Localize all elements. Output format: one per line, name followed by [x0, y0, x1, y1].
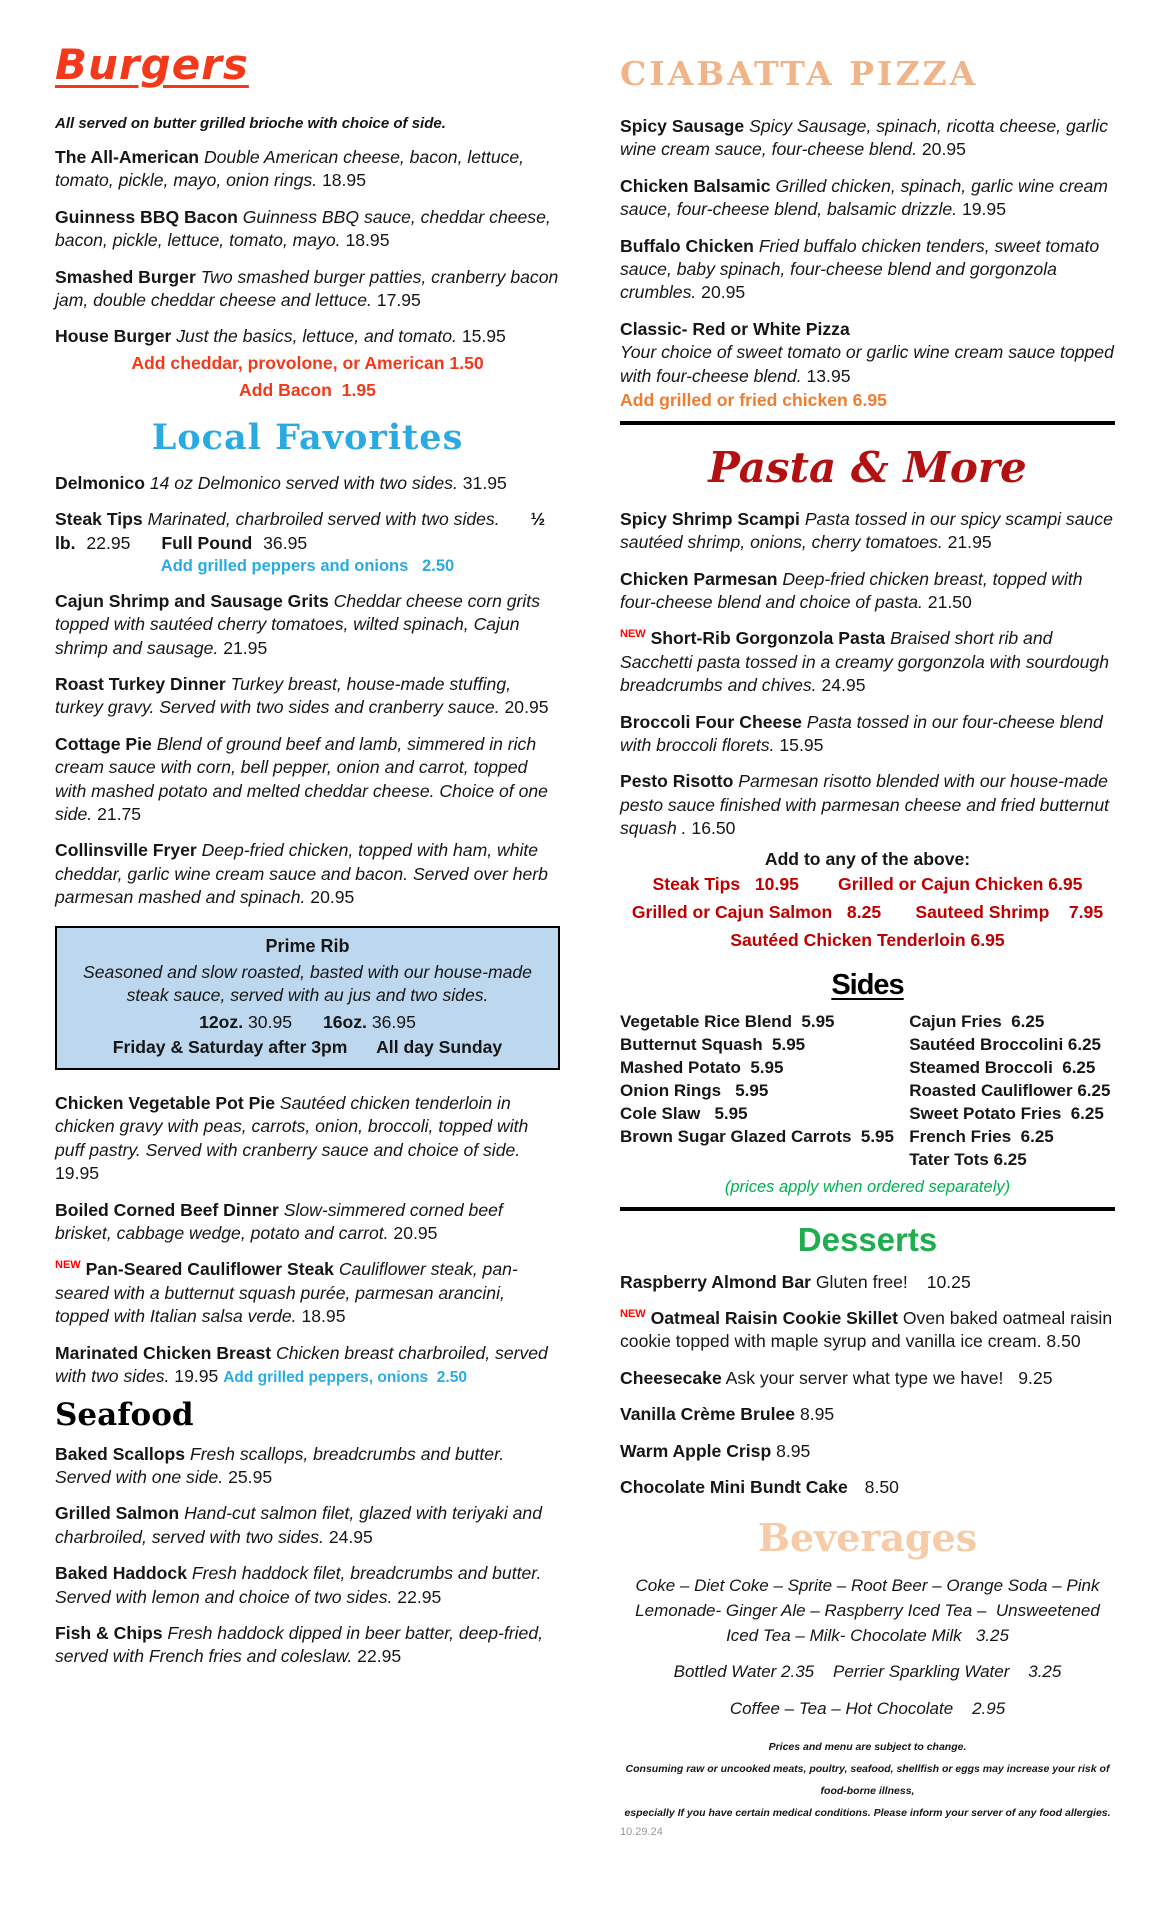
item-name: Fish & Chips [55, 1622, 163, 1643]
side-item: Steamed Broccoli 6.25 [909, 1057, 1096, 1077]
item-desc: Double American cheese, bacon, lettuce, tomato, pickle, mayo, onion rings. [55, 147, 525, 191]
item-desc: Ask your server what type we have! [725, 1367, 1004, 1388]
item-name: Classic- Red or White Pizza [620, 318, 850, 339]
item-name: Broccoli Four Cheese [620, 711, 802, 732]
section-title-sides [620, 969, 1115, 1002]
item-price: 9.25 [1018, 1367, 1053, 1388]
side-item: Brown Sugar Glazed Carrots 5.95 [620, 1126, 894, 1146]
item-name: Guinness BBQ Bacon [55, 206, 238, 227]
menu-item [620, 1440, 1115, 1463]
menu-item [55, 1199, 560, 1246]
menu-item [55, 590, 560, 660]
item-desc: Spicy Sausage, spinach, ricotta cheese, garlic wine cream sauce, four-cheese blend. [620, 116, 1109, 160]
divider [620, 1207, 1115, 1211]
item-price: 24.95 [821, 675, 866, 696]
item-name: House Burger [55, 326, 172, 347]
item-name: Spicy Sausage [620, 116, 745, 136]
item-desc: Grilled chicken, spinach, garlic wine cream sauce, four-cheese blend, balsamic drizzle. [620, 175, 1108, 220]
item-price: 19.95 [174, 1366, 219, 1386]
item-name: Warm Apple Crisp [620, 1440, 772, 1461]
item-desc: Fried buffalo chicken tenders, sweet tomato sauce, baby spinach, four-cheese blend and gorgonzola crumbles. [620, 235, 1100, 303]
prime-rib-sizes [69, 1012, 546, 1033]
menu-item [55, 673, 560, 720]
item-price: 18.95 [321, 170, 366, 191]
new-badge: NEW [55, 1259, 81, 1272]
item-desc: 14 oz Delmonico served with two sides. [149, 472, 458, 493]
item-price: 19.95 [961, 199, 1006, 220]
sides-list [620, 1012, 1115, 1170]
item-name: Smashed Burger [55, 266, 196, 287]
menu-item [55, 1622, 560, 1669]
item-name: Vanilla Crème Brulee [620, 1404, 796, 1425]
menu-item [620, 711, 1115, 758]
menu-item-new [620, 627, 1115, 697]
item-price: 20.95 [921, 139, 966, 160]
section-title-burgers: Burgers [55, 40, 249, 89]
pasta-add-line: Sautéed Chicken Tenderloin 6.95 [730, 929, 1005, 950]
item-desc: Braised short rib and Sacchetti pasta tossed in a creamy gorgonzola with sourdough breadcrumbs and chives. [620, 628, 1109, 696]
item-price: 21.95 [223, 637, 268, 658]
item-price: 19.95 [55, 1163, 100, 1184]
side-item: Sweet Potato Fries 6.25 [909, 1103, 1104, 1123]
sides-title-text: Sides [831, 968, 904, 1001]
menu-item [620, 1476, 1115, 1499]
item-name: Roast Turkey Dinner [55, 674, 226, 695]
menu-item [620, 568, 1115, 615]
menu-item [620, 1403, 1115, 1426]
item-desc: Fresh haddock dipped in beer batter, deep-fried, served with French fries and coleslaw. [55, 1622, 543, 1667]
section-title-ciabatta-pizza: CIABATTA PIZZA [620, 54, 979, 93]
item-desc: Fresh haddock filet, breadcrumbs and butter. Served with lemon and choice of two sides. [55, 1563, 542, 1607]
item-price: 13.95 [806, 365, 851, 386]
menu-item [55, 472, 560, 495]
size-price: 36.95 [263, 532, 308, 553]
menu-item [55, 1092, 560, 1186]
section-title-seafood: Seafood [55, 1396, 194, 1433]
item-desc: Hand-cut salmon filet, glazed with teriyaki and charbroiled, served with two sides. [55, 1503, 542, 1547]
size-price: 30.95 [248, 1012, 293, 1033]
item-name: Cottage Pie [55, 733, 152, 754]
footer-line: Prices and menu are subject to change. [768, 1740, 967, 1753]
prime-rib-title: Prime Rib [265, 935, 350, 956]
item-desc: Just the basics, lettuce, and tomato. [176, 326, 457, 347]
item-name: Pan-Seared Cauliflower Steak [85, 1259, 334, 1280]
prime-rib-desc: Seasoned and slow roasted, basted with our house-made steak sauce, served with au jus and two sides. [83, 961, 532, 1006]
item-price: 22.95 [357, 1646, 402, 1667]
menu-item [55, 839, 560, 909]
divider [620, 421, 1115, 425]
menu-date: 10.29.24 [620, 1825, 663, 1838]
side-item: Cajun Fries 6.25 [909, 1011, 1045, 1031]
beverage-line: Coffee – Tea – Hot Chocolate 2.95 [729, 1698, 1006, 1718]
item-desc: Blend of ground beef and lamb, simmered in rich cream sauce with corn, bell pepper, onion and carrot, topped with mashed potato and melted cheddar cheese. Choice of one side. [55, 733, 548, 825]
new-badge: NEW [620, 1308, 646, 1321]
item-desc: Oven baked oatmeal raisin cookie topped with maple syrup and vanilla ice cream. [620, 1307, 1113, 1352]
item-price: 8.50 [864, 1476, 899, 1497]
item-name: Collinsville Fryer [55, 840, 197, 861]
menu-item [620, 1271, 1115, 1294]
item-name: Cheesecake [620, 1367, 722, 1388]
item-desc: Pasta tossed in our four-cheese blend with broccoli florets. [620, 711, 1103, 756]
menu-item [620, 1367, 1115, 1390]
side-item: Butternut Squash 5.95 [620, 1034, 806, 1054]
section-title-local-favorites: Local Favorites [151, 416, 464, 458]
item-price: 21.50 [927, 592, 972, 613]
pizza-addon: Add grilled or fried chicken 6.95 [620, 389, 887, 410]
item-name: Chicken Vegetable Pot Pie [55, 1093, 275, 1114]
item-name: Chicken Balsamic [620, 175, 771, 196]
section-title-pasta-more: Pasta & More [708, 442, 1027, 492]
item-name: Spicy Shrimp Scampi [620, 508, 800, 529]
item-name: Chicken Parmesan [620, 568, 778, 589]
item-price: 20.95 [504, 697, 549, 718]
size-label: ½ lb. [55, 509, 546, 553]
item-price: 18.95 [345, 230, 390, 251]
item-price: 21.95 [947, 532, 992, 553]
item-desc: Deep-fried chicken breast, topped with four-cheese blend and choice of pasta. [620, 568, 1083, 613]
item-price: 8.95 [776, 1440, 811, 1461]
item-desc: Your choice of sweet tomato or garlic wine cream sauce topped with four-cheese blend. [620, 342, 1114, 386]
side-item: French Fries 6.25 [909, 1126, 1054, 1146]
item-name: Marinated Chicken Breast [55, 1342, 272, 1363]
item-name: Steak Tips [55, 509, 143, 530]
item-desc: Deep-fried chicken, topped with ham, white cheddar, garlic wine cream sauce and bacon. Served over herb parmesan mashed and spinach. [55, 840, 548, 908]
size-price: 36.95 [371, 1012, 416, 1033]
new-badge: NEW [620, 628, 646, 641]
section-title-desserts: Desserts [797, 1220, 938, 1258]
beverage-line: Coke – Diet Coke – Sprite – Root Beer – Orange Soda – Pink Lemonade- Ginger Ale – Raspberry Iced Tea – Unsweetened Iced Tea – Milk- Chocolate Milk 3.25 [635, 1576, 1105, 1645]
menu-item-steak-tips [55, 508, 560, 555]
item-price: 31.95 [462, 472, 507, 493]
item-name: Cajun Shrimp and Sausage Grits [55, 590, 329, 611]
menu-item-new [55, 1258, 560, 1328]
item-name: Baked Haddock [55, 1563, 187, 1584]
size-label: 12oz. [199, 1012, 244, 1033]
footer-disclaimer [620, 1736, 1115, 1824]
chicken-breast-addon: Add grilled peppers, onions 2.50 [223, 1369, 467, 1386]
right-column [620, 40, 1115, 1838]
item-price: 15.95 [779, 735, 824, 756]
pasta-add-header: Add to any of the above: [764, 848, 971, 869]
item-desc: Parmesan risotto blended with our house-made pesto sauce finished with parmesan cheese and fried butternut squash . [620, 771, 1110, 839]
burgers-addon-bacon: Add Bacon 1.95 [239, 379, 376, 400]
item-desc: Two smashed burger patties, cranberry bacon jam, double cheddar cheese and lettuce. [55, 266, 559, 310]
item-price: 8.50 [1046, 1331, 1081, 1352]
item-name: Pesto Risotto [620, 771, 734, 792]
item-desc: Guinness BBQ sauce, cheddar cheese, bacon, pickle, lettuce, tomato, mayo. [55, 206, 551, 251]
side-item: Sautéed Broccolini 6.25 [909, 1034, 1101, 1054]
item-desc: Marinated, charbroiled served with two sides. [147, 509, 500, 530]
beverage-line: Bottled Water 2.35 Perrier Sparkling Water 3.25 [673, 1662, 1062, 1682]
item-name: Chocolate Mini Bundt Cake [620, 1476, 848, 1497]
side-item: Onion Rings 5.95 [620, 1080, 769, 1100]
item-desc: Gluten free! [815, 1271, 908, 1292]
side-item: Vegetable Rice Blend 5.95 [620, 1011, 835, 1031]
menu-item [55, 1443, 560, 1490]
steak-tips-addon: Add grilled peppers and onions 2.50 [160, 556, 455, 575]
item-desc: Chicken breast charbroiled, served with two sides. [55, 1342, 548, 1386]
size-label: 16oz. [322, 1012, 367, 1033]
item-name: Boiled Corned Beef Dinner [55, 1199, 279, 1220]
item-price: 25.95 [228, 1467, 273, 1487]
sides-note: (prices apply when ordered separately) [724, 1177, 1011, 1196]
item-desc: Slow-simmered corned beef brisket, cabbage wedge, potato and carrot. [55, 1199, 503, 1244]
menu-item [55, 733, 560, 827]
item-name: The All-American [55, 147, 200, 167]
item-desc: Sautéed chicken tenderloin in chicken gravy with peas, carrots, onion, broccoli, topped with puff pastry. Served with cranberry sauce and choice of side. [55, 1093, 529, 1160]
menu-item [55, 266, 560, 313]
menu-item [55, 146, 560, 193]
menu-item [55, 206, 560, 253]
item-price: 8.95 [799, 1404, 835, 1425]
footer-line: Consuming raw or uncooked meats, poultry, seafood, shellfish or eggs may increase your risk of food-borne illness, [625, 1762, 1110, 1797]
item-desc: Cheddar cheese corn grits topped with sautéed cherry tomatoes, wilted spinach, Cajun shrimp and sausage. [55, 590, 540, 658]
menu-item [620, 175, 1115, 222]
menu-item [620, 235, 1115, 305]
menu-item [55, 1342, 560, 1389]
left-column [55, 40, 560, 1838]
menu-item [55, 325, 560, 348]
item-name: Oatmeal Raisin Cookie Skillet [650, 1307, 898, 1328]
item-price: 10.25 [926, 1271, 971, 1292]
item-desc: Pasta tossed in our spicy scampi sauce sautéed shrimp, onions, cherry tomatoes. [620, 508, 1113, 553]
item-price: 16.50 [691, 818, 736, 839]
pasta-add-line: Grilled or Cajun Salmon 8.25 Sauteed Shrimp 7.95 [631, 901, 1104, 922]
menu-item [55, 1562, 560, 1609]
item-price: 18.95 [301, 1306, 346, 1327]
item-name: Raspberry Almond Bar [620, 1271, 811, 1292]
prime-rib-box [55, 926, 560, 1071]
item-price: 17.95 [376, 289, 421, 310]
item-name: Baked Scallops [55, 1443, 186, 1464]
item-name: Short-Rib Gorgonzola Pasta [650, 628, 886, 649]
item-price: 20.95 [310, 887, 355, 908]
side-item: Tater Tots 6.25 [909, 1149, 1027, 1169]
menu-item [55, 1502, 560, 1549]
item-price: 21.75 [97, 804, 142, 825]
item-price: 20.95 [393, 1223, 438, 1244]
menu-item-classic-pizza [620, 318, 1115, 388]
menu-item [620, 770, 1115, 840]
item-desc: Fresh scallops, breadcrumbs and butter. Served with one side. [55, 1443, 505, 1487]
section-title-beverages: Beverages [757, 1515, 978, 1561]
item-name: Grilled Salmon [55, 1503, 180, 1524]
item-price: 22.95 [397, 1586, 442, 1607]
size-price: 22.95 [86, 532, 131, 553]
menu-item [620, 115, 1115, 162]
size-label: Full Pound [161, 532, 253, 553]
side-item: Mashed Potato 5.95 [620, 1057, 784, 1077]
burgers-addon-cheese: Add cheddar, provolone, or American 1.50 [131, 352, 484, 373]
item-price: 15.95 [461, 326, 506, 347]
item-desc: Turkey breast, house-made stuffing, turkey gravy. Served with two sides and cranberry sauce. [55, 674, 511, 718]
side-item: Roasted Cauliflower 6.25 [909, 1080, 1111, 1100]
menu-item [620, 508, 1115, 555]
item-name: Delmonico [55, 472, 145, 493]
side-item [620, 1150, 897, 1170]
item-price: 24.95 [328, 1526, 373, 1547]
item-name: Buffalo Chicken [620, 235, 754, 256]
item-desc: Cauliflower steak, pan-seared with a butternut squash purée, parmesan arancini, topped with Italian salsa verde. [55, 1259, 518, 1327]
item-price: 20.95 [701, 282, 746, 303]
side-item: Cole Slaw 5.95 [620, 1103, 748, 1123]
footer-line: especially If you have certain medical conditions. Please inform your server of any food allergies. [624, 1806, 1111, 1819]
menu-item-new [620, 1307, 1115, 1354]
burgers-note: All served on butter grilled brioche with choice of side. [55, 115, 446, 132]
pasta-add-line: Steak Tips 10.95 Grilled or Cajun Chicken 6.95 [652, 873, 1083, 894]
prime-rib-availability: Friday & Saturday after 3pm All day Sunday [112, 1037, 503, 1058]
